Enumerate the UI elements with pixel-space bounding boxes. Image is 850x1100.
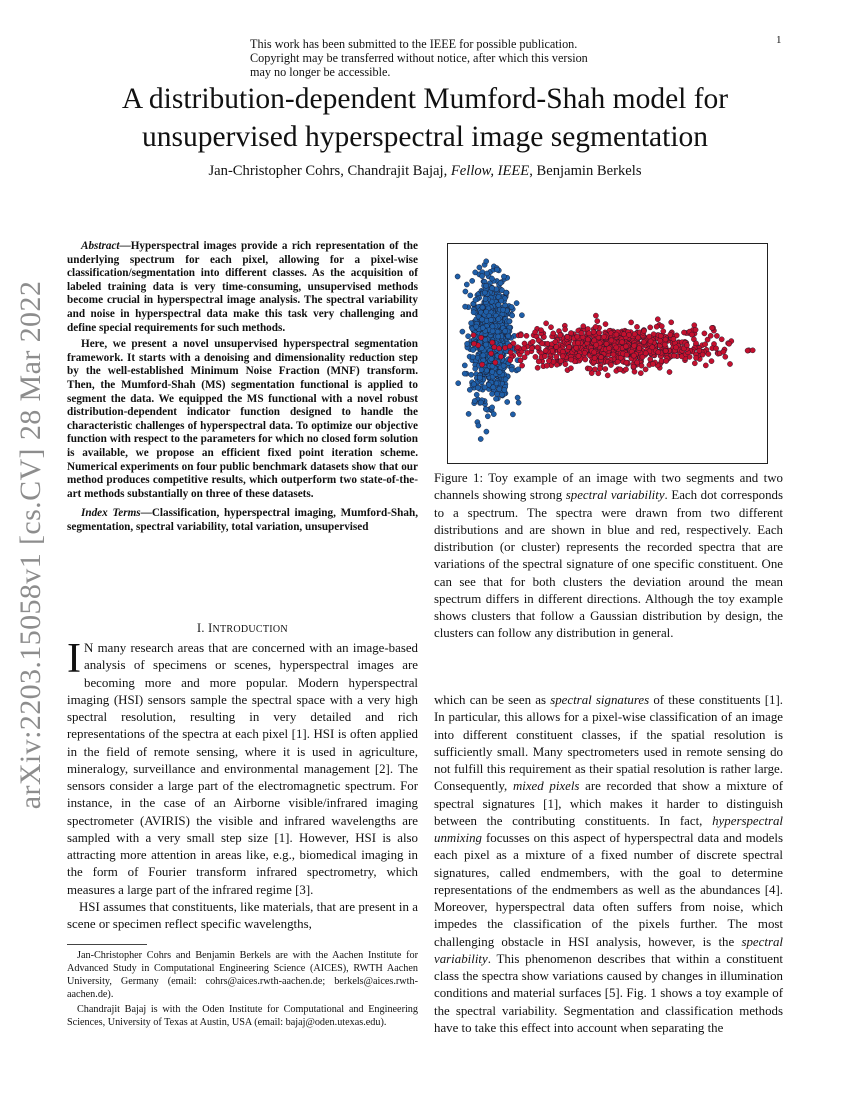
scatter-point	[694, 355, 699, 360]
scatter-point	[631, 353, 636, 358]
scatter-point	[507, 319, 512, 324]
scatter-point	[518, 358, 523, 363]
body-text: focusses on this aspect of hyperspectral data and models each pixel as a mixture of a fixed number of discrete spectral signatures, called endmembers, with the goal to determine representations of the endmembers as well as the abundances [4]. Moreover, hyperspectral data often suffers from noise, which impedes the classification of the pixels further. The most challenging obstacle in HSI analysis, however, is the	[434, 831, 783, 949]
scatter-point	[638, 371, 643, 376]
scatter-point	[708, 333, 713, 338]
scatter-point	[595, 319, 600, 324]
scatter-point	[525, 350, 530, 355]
scatter-point	[520, 363, 525, 368]
scatter-point	[480, 274, 485, 279]
scatter-point	[719, 337, 724, 342]
scatter-point	[497, 370, 502, 375]
scatter-point	[706, 351, 711, 356]
scatter-point	[505, 399, 510, 404]
section-title-rest: NTRODUCTION	[212, 624, 288, 635]
scatter-point	[673, 345, 678, 350]
scatter-point	[509, 367, 514, 372]
scatter-point	[605, 373, 610, 378]
scatter-point	[745, 348, 750, 353]
scatter-point	[484, 368, 489, 373]
scatter-point	[563, 327, 568, 332]
scatter-point	[558, 333, 563, 338]
scatter-point	[533, 354, 538, 359]
scatter-point	[462, 363, 467, 368]
scatter-point	[501, 363, 506, 368]
right-column-body	[434, 692, 783, 1037]
scatter-point	[614, 332, 619, 337]
scatter-point	[535, 365, 540, 370]
scatter-point	[510, 412, 515, 417]
scatter-point	[727, 341, 732, 346]
scatter-point	[643, 367, 648, 372]
author-names-last: , Benjamin Berkels	[529, 163, 642, 179]
scatter-point	[569, 357, 574, 362]
scatter-point	[709, 325, 714, 330]
body-text: of these constituents [1]. In particular, this allows for a pixel-wise classification of an image into different constituent classes, if the spatial resolution is sufficiently small. Many spectrometers used in remote sensing do not fulfill this requirement as their spatial resolution is rather large. Consequently,	[434, 693, 783, 794]
scatter-point	[519, 313, 524, 318]
scatter-point	[491, 385, 496, 390]
abstract-paragraph	[67, 240, 418, 335]
scatter-point	[466, 411, 471, 416]
scatter-point	[522, 341, 527, 346]
title-line: A distribution-dependent Mumford-Shah model for	[121, 83, 729, 115]
paper-title	[40, 80, 810, 156]
scatter-point	[727, 361, 732, 366]
scatter-point	[654, 324, 659, 329]
abstract	[67, 240, 418, 537]
scatter-point	[548, 325, 553, 330]
scatter-point	[477, 265, 482, 270]
scatter-point	[576, 354, 581, 359]
scatter-point	[477, 375, 482, 380]
scatter-point	[693, 327, 698, 332]
scatter-point	[483, 296, 488, 301]
scatter-point	[485, 414, 490, 419]
scatter-point	[490, 324, 495, 329]
scatter-point	[591, 330, 596, 335]
scatter-point	[478, 400, 483, 405]
scatter-point	[632, 369, 637, 374]
scatter-point	[495, 391, 500, 396]
scatter-point	[514, 301, 519, 306]
scatter-point	[504, 290, 509, 295]
scatter-point	[479, 367, 484, 372]
scatter-point	[553, 339, 558, 344]
scatter-point	[631, 364, 636, 369]
scatter-point	[648, 325, 653, 330]
footnote-divider	[67, 944, 147, 945]
body-emphasis: spectral variability	[434, 934, 783, 966]
scatter-point	[481, 353, 486, 358]
scatter-point	[587, 366, 592, 371]
caption-text-rest: . Each dot corresponds to a spectrum. The spectra were drawn from two different distributions and are shown in blue and red, respectively. Each distribution (or cluster) represents the recorded spectra that are variations of the spectral signature of one specific constituent. One can see that for both clusters the deviation around the mean spectrum differs in different directions. Although the toy example shows clusters that follow a Gaussian distribution by design, the clusters can follow any distribution in general.	[434, 488, 783, 641]
scatter-point	[637, 346, 642, 351]
scatter-point	[603, 366, 608, 371]
scatter-point	[502, 387, 507, 392]
author-fellow-title: Fellow, IEEE	[450, 163, 530, 179]
scatter-point	[563, 362, 568, 367]
scatter-point	[465, 341, 470, 346]
intro-paragraph	[67, 636, 418, 899]
scatter-point	[647, 334, 652, 339]
scatter-point	[471, 341, 476, 346]
scatter-point	[664, 358, 669, 363]
scatter-point	[554, 354, 559, 359]
scatter-point	[594, 342, 599, 347]
scatter-point	[472, 398, 477, 403]
scatter-point	[464, 282, 469, 287]
scatter-point	[501, 274, 506, 279]
scatter-point	[497, 387, 502, 392]
scatter-point	[598, 355, 603, 360]
scatter-point	[606, 346, 611, 351]
body-emphasis: mixed pixels	[512, 779, 580, 794]
scatter-point	[491, 412, 496, 417]
scatter-point	[692, 361, 697, 366]
scatter-point	[659, 324, 664, 329]
scatter-point	[609, 338, 614, 343]
scatter-point	[508, 358, 513, 363]
scatter-point	[466, 334, 471, 339]
scatter-point	[493, 360, 498, 365]
scatter-point	[714, 333, 719, 338]
notice-line: Copyright may be transferred without notice, after which this version	[250, 51, 588, 66]
scatter-point	[574, 345, 579, 350]
index-terms-label: Index Terms	[81, 507, 141, 520]
scatter-point	[656, 350, 661, 355]
scatter-point	[522, 346, 527, 351]
scatter-point	[702, 331, 707, 336]
scatter-point	[499, 392, 504, 397]
scatter-point	[703, 363, 708, 368]
scatter-point	[473, 297, 478, 302]
intro-paragraph-text: N many research areas that are concerned with an image-based analysis of specimens or scenes, hyperspectral images are becoming more and more popular. Modern hyperspectral imaging (HSI) sensors sample the spectral space with a very high spectral resolution, resulting in very detailed and rich representations of the spectra at each pixel [1]. HSI is often applied in the field of remote sensing, where it is used in agriculture, mineralogy, surveillance and environmental management [2]. The sensors consider a large part of the electromagnetic spectrum. For instance, in the case of an Airborne visible/infrared imaging spectrometer (AVIRIS) the visible and infrared wavelengths are sampled with a very small step size [1]. However, HSI is also attracting more attention in areas like, e.g., biomedical imaging in the form of Fourier transform infrared spectrometry, which measures a large part of the infrared regime [3].	[67, 641, 418, 897]
scatter-point	[554, 344, 559, 349]
scatter-point	[626, 332, 631, 337]
caption-emphasis: spectral variability	[565, 488, 665, 503]
scatter-point	[592, 350, 597, 355]
scatter-point	[490, 329, 495, 334]
scatter-point	[641, 339, 646, 344]
scatter-point	[697, 348, 702, 353]
drop-cap: I	[67, 636, 81, 682]
scatter-point	[530, 339, 535, 344]
scatter-point	[489, 351, 494, 356]
scatter-point	[663, 337, 668, 342]
scatter-point	[495, 267, 500, 272]
notice-line: may no longer be accessible.	[250, 65, 391, 80]
scatter-point	[455, 274, 460, 279]
scatter-point	[544, 321, 549, 326]
scatter-point	[544, 363, 549, 368]
scatter-point	[655, 317, 660, 322]
scatter-point	[482, 385, 487, 390]
scatter-point	[543, 348, 548, 353]
figure-caption	[434, 470, 783, 643]
scatter-point	[468, 293, 473, 298]
scatter-point	[624, 360, 629, 365]
scatter-point	[623, 367, 628, 372]
footnote: Chandrajit Bajaj is with the Oden Institute for Computational and Engineering Sciences, University of Texas at Austin, USA (email: bajaj@oden.utexas.edu).	[67, 1003, 418, 1028]
scatter-point	[601, 334, 606, 339]
scatter-point	[619, 340, 624, 345]
intro-paragraph: HSI assumes that constituents, like materials, that are present in a scene or specimen reflect specific wavelengths,	[67, 899, 418, 931]
introduction-text	[67, 636, 418, 933]
scatter-point	[692, 323, 697, 328]
scatter-point	[518, 333, 523, 338]
scatter-point	[536, 359, 541, 364]
scatter-point	[669, 320, 674, 325]
scatter-point	[608, 362, 613, 367]
scatter-point	[474, 392, 479, 397]
scatter-point	[471, 310, 476, 315]
index-terms	[67, 507, 418, 534]
scatter-point	[560, 354, 565, 359]
scatter-point	[585, 337, 590, 342]
body-emphasis: hyperspectral unmixing	[434, 813, 783, 845]
scatter-point	[536, 338, 541, 343]
scatter-point	[551, 359, 556, 364]
scatter-point	[667, 369, 672, 374]
footnotes	[67, 950, 418, 1031]
abstract-text: —Hyperspectral images provide a rich representation of the underlying spectrum for each pixel, allowing for a pixel-wise classification/segmentation into different classes. As the acquisition of labeled training data is very time-consuming, unsupervised methods become crucial in hyperspectral image analysis. The spectral variability and noise in hyperspectral data make this task very challenging and define special requirements for such methods.	[67, 240, 418, 334]
scatter-point	[723, 354, 728, 359]
scatter-point	[492, 345, 497, 350]
scatter-point	[509, 304, 514, 309]
scatter-point	[495, 329, 500, 334]
abstract-label: Abstract	[81, 240, 120, 252]
submission-notice	[250, 37, 630, 80]
scatter-point	[510, 313, 515, 318]
scatter-point	[471, 382, 476, 387]
scatter-point	[575, 340, 580, 345]
scatter-point	[648, 339, 653, 344]
footnote: Jan-Christopher Cohrs and Benjamin Berkels are with the Aachen Institute for Advanced Study in Computational Engineering Science (AICES), RWTH Aachen University, Germany (email: cohrs@aices.rwth-aachen.de; berkels@aices.rwth-aachen.de).	[67, 950, 418, 1000]
scatter-point	[662, 342, 667, 347]
scatter-point	[593, 324, 598, 329]
body-text: which can be seen as	[434, 693, 551, 707]
scatter-point	[614, 345, 619, 350]
notice-line: This work has been submitted to the IEEE for possible publication.	[250, 37, 578, 51]
scatter-point	[671, 336, 676, 341]
caption-text: Figure 1: Toy example of an image with two segments and two channels showing strong	[434, 471, 783, 503]
scatter-point	[497, 346, 502, 351]
scatter-point	[581, 324, 586, 329]
scatter-point	[621, 332, 626, 337]
scatter-point	[593, 313, 598, 318]
scatter-point	[484, 271, 489, 276]
scatter-canvas	[448, 244, 767, 463]
scatter-point	[709, 359, 714, 364]
scatter-point	[488, 317, 493, 322]
scatter-point	[586, 331, 591, 336]
title-line: unsupervised hyperspectral image segmentation	[141, 121, 709, 153]
author-list	[40, 163, 810, 180]
scatter-point	[493, 396, 498, 401]
scatter-point	[658, 333, 663, 338]
scatter-point	[583, 357, 588, 362]
scatter-point	[524, 333, 529, 338]
scatter-point	[484, 283, 489, 288]
scatter-point	[565, 334, 570, 339]
scatter-point	[579, 331, 584, 336]
scatter-point	[529, 346, 534, 351]
scatter-point	[714, 346, 719, 351]
scatter-point	[703, 342, 708, 347]
scatter-point	[611, 352, 616, 357]
scatter-point	[480, 362, 485, 367]
scatter-point	[496, 334, 501, 339]
scatter-point	[535, 345, 540, 350]
scatter-point	[671, 353, 676, 358]
body-text: are recorded that show a mixture of spectral signatures [1], which makes it harder to distinguish between the contributing constituents. In fact,	[434, 779, 783, 828]
scatter-point	[515, 345, 520, 350]
scatter-point	[650, 361, 655, 366]
scatter-point	[533, 330, 538, 335]
scatter-point	[484, 429, 489, 434]
scatter-point	[623, 344, 628, 349]
scatter-point	[476, 423, 481, 428]
series-blue-cluster	[455, 259, 525, 442]
scatter-point	[498, 354, 503, 359]
scatter-point	[538, 328, 543, 333]
scatter-point	[490, 391, 495, 396]
scatter-point	[462, 371, 467, 376]
scatter-point	[473, 270, 478, 275]
scatter-point	[503, 329, 508, 334]
scatter-point	[566, 345, 571, 350]
scatter-point	[484, 259, 489, 264]
scatter-point	[482, 290, 487, 295]
scatter-point	[478, 436, 483, 441]
scatter-point	[568, 366, 573, 371]
scatter-point	[635, 360, 640, 365]
scatter-point	[463, 304, 468, 309]
scatter-point	[500, 307, 505, 312]
scatter-point	[515, 395, 520, 400]
scatter-point	[597, 330, 602, 335]
section-heading	[67, 621, 418, 636]
scatter-point	[471, 347, 476, 352]
scatter-point	[648, 357, 653, 362]
scatter-point	[542, 354, 547, 359]
scatter-point	[693, 341, 698, 346]
index-terms-text: —Classification, hyperspectral imaging, Mumford-Shah, segmentation, spectral variability, total variation, unsupervised	[67, 507, 418, 533]
scatter-point	[750, 348, 755, 353]
arxiv-stamp	[6, 280, 56, 810]
scatter-point	[551, 331, 556, 336]
scatter-point	[558, 358, 563, 363]
scatter-point	[598, 366, 603, 371]
scatter-point	[663, 348, 668, 353]
arxiv-identifier[interactable]: arXiv:2203.15058v1 [cs.CV] 28 Mar 2022	[14, 280, 47, 810]
scatter-point	[499, 298, 504, 303]
scatter-point	[483, 406, 488, 411]
scatter-point	[496, 317, 501, 322]
scatter-point	[489, 276, 494, 281]
scatter-point	[516, 400, 521, 405]
scatter-point	[643, 351, 648, 356]
scatter-point	[479, 335, 484, 340]
scatter-point	[658, 338, 663, 343]
scatter-point	[603, 322, 608, 327]
scatter-point	[641, 328, 646, 333]
scatter-point	[618, 367, 623, 372]
scatter-point	[503, 345, 508, 350]
scatter-point	[479, 317, 484, 322]
scatter-point	[471, 333, 476, 338]
scatter-point	[661, 329, 666, 334]
scatter-point	[632, 332, 637, 337]
scatter-point	[489, 286, 494, 291]
scatter-point	[480, 325, 485, 330]
scatter-point	[689, 332, 694, 337]
scatter-point	[684, 343, 689, 348]
body-text: . This phenomenon describes that within a constituent class the spectra show variations caused by changes in illumination conditions and material surfaces [5]. Fig. 1 shows a toy example of the spectral variability. Segmentation and classification methods have to take this effect into account when separating the	[434, 951, 783, 1035]
scatter-point	[460, 329, 465, 334]
scatter-point	[473, 366, 478, 371]
scatter-point	[624, 352, 629, 357]
scatter-point	[490, 340, 495, 345]
scatter-point	[721, 349, 726, 354]
scatter-point	[469, 372, 474, 377]
scatter-point	[474, 324, 479, 329]
section-title-initial: I	[208, 621, 213, 635]
scatter-point	[456, 381, 461, 386]
section-number: I.	[197, 621, 209, 635]
scatter-point	[632, 343, 637, 348]
scatter-point	[484, 309, 489, 314]
scatter-point	[629, 320, 634, 325]
scatter-point	[546, 358, 551, 363]
scatter-point	[480, 305, 485, 310]
abstract-paragraph: Here, we present a novel unsupervised hyperspectral segmentation framework. It starts with a denoising and dimensionality reduction step by the well-established Minimum Noise Fraction (MNF) transform. Then, the Mumford-Shah (MS) segmentation functional is applied to segment the data. We equipped the MS functional with a novel robust distribution-dependent indicator function designed to handle the characteristic challenges of hyperspectral data. To optimize our objective function with respect to the parameters for which no closed form solution is available, we propose an efficient fixed point iteration scheme. Numerical experiments on four public benchmark datasets show that our method produces competitive results, which outperform two state-of-the-art methods substantially on three of these datasets.	[67, 338, 418, 500]
scatter-point	[490, 369, 495, 374]
scatter-point	[469, 321, 474, 326]
scatter-point	[483, 342, 488, 347]
scatter-point	[582, 350, 587, 355]
page-number: 1	[776, 34, 782, 46]
scatter-point	[634, 324, 639, 329]
scatter-point	[470, 278, 475, 283]
author-names: Jan-Christopher Cohrs, Chandrajit Bajaj,	[208, 163, 451, 179]
scatter-point	[506, 334, 511, 339]
body-emphasis: spectral signatures	[550, 693, 650, 707]
scatter-point	[498, 281, 503, 286]
scatter-point	[490, 405, 495, 410]
scatter-point	[508, 350, 513, 355]
scatter-point	[470, 355, 475, 360]
scatter-point	[507, 344, 512, 349]
scatter-point	[463, 289, 468, 294]
scatter-point	[592, 356, 597, 361]
figure-1-scatter-plot	[447, 243, 768, 464]
scatter-point	[503, 377, 508, 382]
scatter-point	[681, 330, 686, 335]
